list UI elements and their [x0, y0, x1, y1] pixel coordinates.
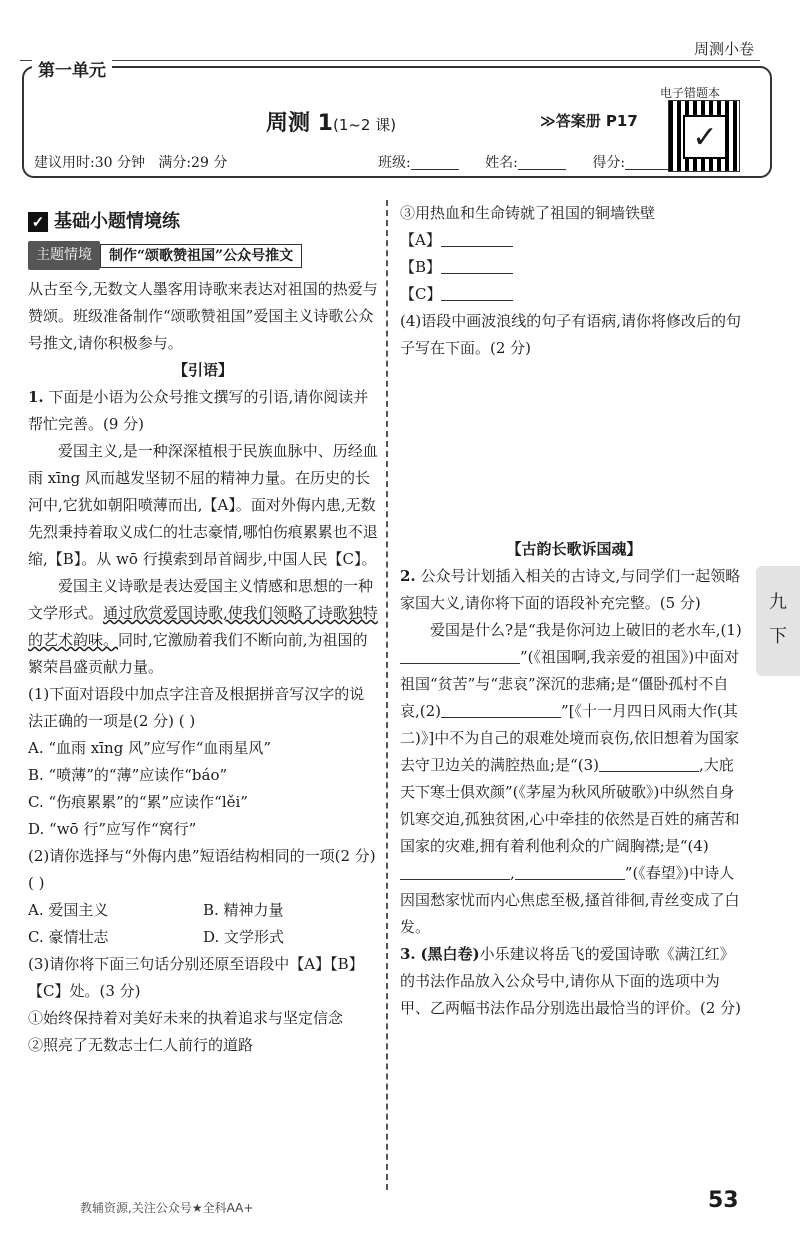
q1-sub2-options-row2 — [28, 924, 378, 951]
answer-c-row — [400, 281, 748, 308]
q3-stem — [400, 941, 748, 1022]
section-heading — [28, 208, 378, 235]
class-label: 班级: — [378, 155, 411, 171]
q1-passage-2 — [28, 573, 378, 681]
q1-option-c[interactable]: C. “伤痕累累”的“累”应读作“lěi” — [28, 793, 248, 811]
top-tag: 周测小卷 — [693, 40, 754, 58]
q2-p6: ”(《春望》)中诗人因国愁家忧而内心焦虑至极,搔首徘徊,青丝变成了白发。 — [400, 864, 740, 936]
right-column — [400, 200, 748, 1022]
q1-wavy-sentence: 通过欣赏爱国诗歌,使我们领略了诗歌独特的艺术韵味。 — [28, 604, 378, 649]
q2-stem-text: 公众号计划插入相关的古诗文,与同学们一起领略家国大义,请你将下面的语段补充完整。(5 分) — [400, 567, 741, 612]
q2-blank-3[interactable] — [599, 755, 699, 772]
theme-badge: 主题情境 — [28, 241, 100, 270]
q1-sentence-1: ①始终保持着对美好未来的执着追求与坚定信念 — [28, 1009, 344, 1027]
blank-c-label: 【C】 — [400, 285, 442, 303]
q1-option-a[interactable]: A. “血雨 xīng 风”应写作“血雨星风” — [28, 739, 272, 757]
student-fields — [378, 152, 695, 172]
s2-option-b[interactable]: B. 精神力量 — [203, 901, 284, 919]
top-rule — [20, 60, 760, 61]
section-title: 基础小题情境练 — [54, 211, 180, 232]
q1-sub2-options-row1 — [28, 897, 378, 924]
q2-p2: ”(《祖国啊,我亲爱的祖国》)中面对祖国“贫苦”与“悲哀”深沉的悲痛;是“僵卧孤村不自哀,(2) — [400, 648, 740, 720]
total-score-label: 满分:29 分 — [158, 155, 228, 171]
page-title — [266, 106, 396, 137]
q1-stem — [28, 384, 378, 438]
q1-sentence-2: ②照亮了无数志士仁人前行的道路 — [28, 1036, 254, 1054]
answer-reference: ≫答案册 P17 — [540, 112, 638, 130]
theme-row — [28, 241, 378, 270]
side-tab-term: 下 — [769, 626, 787, 647]
score-label: 得分: — [592, 155, 626, 171]
q1-sub1: (1)下面对语段中加点字注音及根据拼音写汉字的说法正确的一项是(2 分) ( ) — [28, 685, 365, 730]
unit-label: 第一单元 — [32, 56, 112, 81]
blank-b-label: 【B】 — [400, 258, 442, 276]
title-main: 周测 1 — [266, 111, 333, 136]
q1-stem-text: 下面是小语为公众号推文撰写的引语,请你阅读并帮忙完善。(9 分) — [28, 388, 369, 433]
s2-option-c[interactable]: C. 豪情壮志 — [28, 928, 109, 946]
score-field[interactable] — [625, 155, 673, 170]
s2-option-a[interactable]: A. 爱国主义 — [28, 901, 109, 919]
q3-tag: (黑白卷) — [420, 945, 480, 963]
q2-p1: 爱国是什么?是“我是你河边上破旧的老水车,(1) — [430, 621, 742, 639]
q1-sub3: (3)请你将下面三句话分别还原至语段中【A】【B】【C】处。(3 分) — [28, 955, 364, 1000]
time-label: 建议用时:30 分钟 — [34, 155, 145, 171]
s2-option-d[interactable]: D. 文学形式 — [203, 928, 285, 946]
q1-passage-2b: 同时,它激励着我们不断向前,为祖国的繁荣昌盛贡献力量。 — [28, 631, 368, 676]
q2-blank-1[interactable] — [400, 647, 520, 664]
q1-option-d[interactable]: D. “wō 行”应写作“窝行” — [28, 820, 197, 838]
q2-stem — [400, 563, 748, 617]
name-label: 姓名: — [485, 155, 518, 171]
footer-text: 教辅资源,关注公众号★全科AA+ — [80, 1201, 254, 1215]
q1-option-b[interactable]: B. “喷薄”的“薄”应读作“báo” — [28, 766, 228, 784]
q2-number: 2. — [400, 567, 416, 585]
q1-number: 1. — [28, 388, 44, 406]
blank-a-label: 【A】 — [400, 231, 441, 249]
side-tab — [756, 566, 800, 676]
q2-blank-4b[interactable] — [515, 863, 625, 880]
class-field[interactable] — [411, 155, 459, 170]
answer-b-row — [400, 254, 748, 281]
blank-b-field[interactable] — [441, 257, 513, 274]
intro-text: 从古至今,无数文人墨客用诗歌来表达对祖国的热爱与赞颂。班级准备制作“颂歌赞祖国”爱国主义诗歌公众号推文,请你积极参与。 — [28, 280, 378, 352]
q2-sub-heading: 【古韵长歌诉国魂】 — [506, 540, 642, 558]
qr-code[interactable] — [668, 100, 740, 172]
check-icon: ✓ — [683, 115, 727, 159]
sub-heading-intro: 【引语】 — [172, 361, 233, 379]
q1-passage-2a: 爱国主义诗歌是表达爱国主义情感和思想的一种文学形式。 — [28, 577, 374, 622]
name-field[interactable] — [518, 155, 566, 170]
q1-sub2: (2)请你选择与“外侮内患”短语结构相同的一项(2 分) ( ) — [28, 847, 376, 892]
q2-p3: ”[《十一月四日风雨大作(其二)》]中不为自己的艰难处境而哀伤,依旧想着为国家去守卫边关的满腔热血;是“(3) — [400, 702, 739, 774]
q2-passage — [400, 617, 748, 941]
answer-a-row — [400, 227, 748, 254]
q2-p4: ,大庇天下寒士俱欢颜”(《茅屋为秋风所破歌》)中纵然自身饥寒交迫,孤独贫困,心中牵挂的依然是百姓的痛苦和国家的灾难,拥有着利他利众的广阔胸襟;是“(4) — [400, 756, 740, 855]
checkbox-icon: ✓ — [28, 212, 48, 232]
column-divider — [386, 200, 388, 1190]
theme-text: 制作“颂歌赞祖国”公众号推文 — [100, 244, 302, 268]
page-number: 53 — [708, 1188, 739, 1213]
left-column — [28, 208, 378, 1059]
time-score-info — [34, 152, 227, 172]
q2-blank-2[interactable] — [441, 701, 561, 718]
blank-a-field[interactable] — [441, 230, 513, 247]
q2-blank-4a[interactable] — [400, 863, 510, 880]
answer-space[interactable] — [400, 362, 748, 536]
q3-stem-text: 小乐建议将岳飞的爱国诗歌《满江红》的书法作品放入公众号中,请你从下面的选项中为甲、乙两幅书法作品分别选出最恰当的评价。(2 分) — [400, 945, 742, 1017]
q3-number: 3. — [400, 945, 416, 963]
q2-p5: , — [510, 864, 515, 882]
blank-c-field[interactable] — [441, 284, 513, 301]
q1-sentence-3: ③用热血和生命铸就了祖国的铜墙铁壁 — [400, 204, 656, 222]
q1-passage-1: 爱国主义,是一种深深植根于民族血脉中、历经血雨 xīng 风而越发坚韧不屈的精神力量。在历史的长河中,它犹如朝阳喷薄而出,【A】。面对外侮内患,无数先烈秉持着取义成仁的壮志豪情,哪怕伤痕累累也不退缩,【B】。从 wō 行摸索到昂首阔步,中国人民【C】。 — [28, 442, 378, 568]
title-sub: (1~2 课) — [332, 116, 397, 134]
q1-sub4: (4)语段中画波浪线的句子有语病,请你将修改后的句子写在下面。(2 分) — [400, 312, 742, 357]
side-tab-grade: 九 — [769, 592, 787, 613]
qr-label: 电子错题本 — [660, 86, 721, 100]
